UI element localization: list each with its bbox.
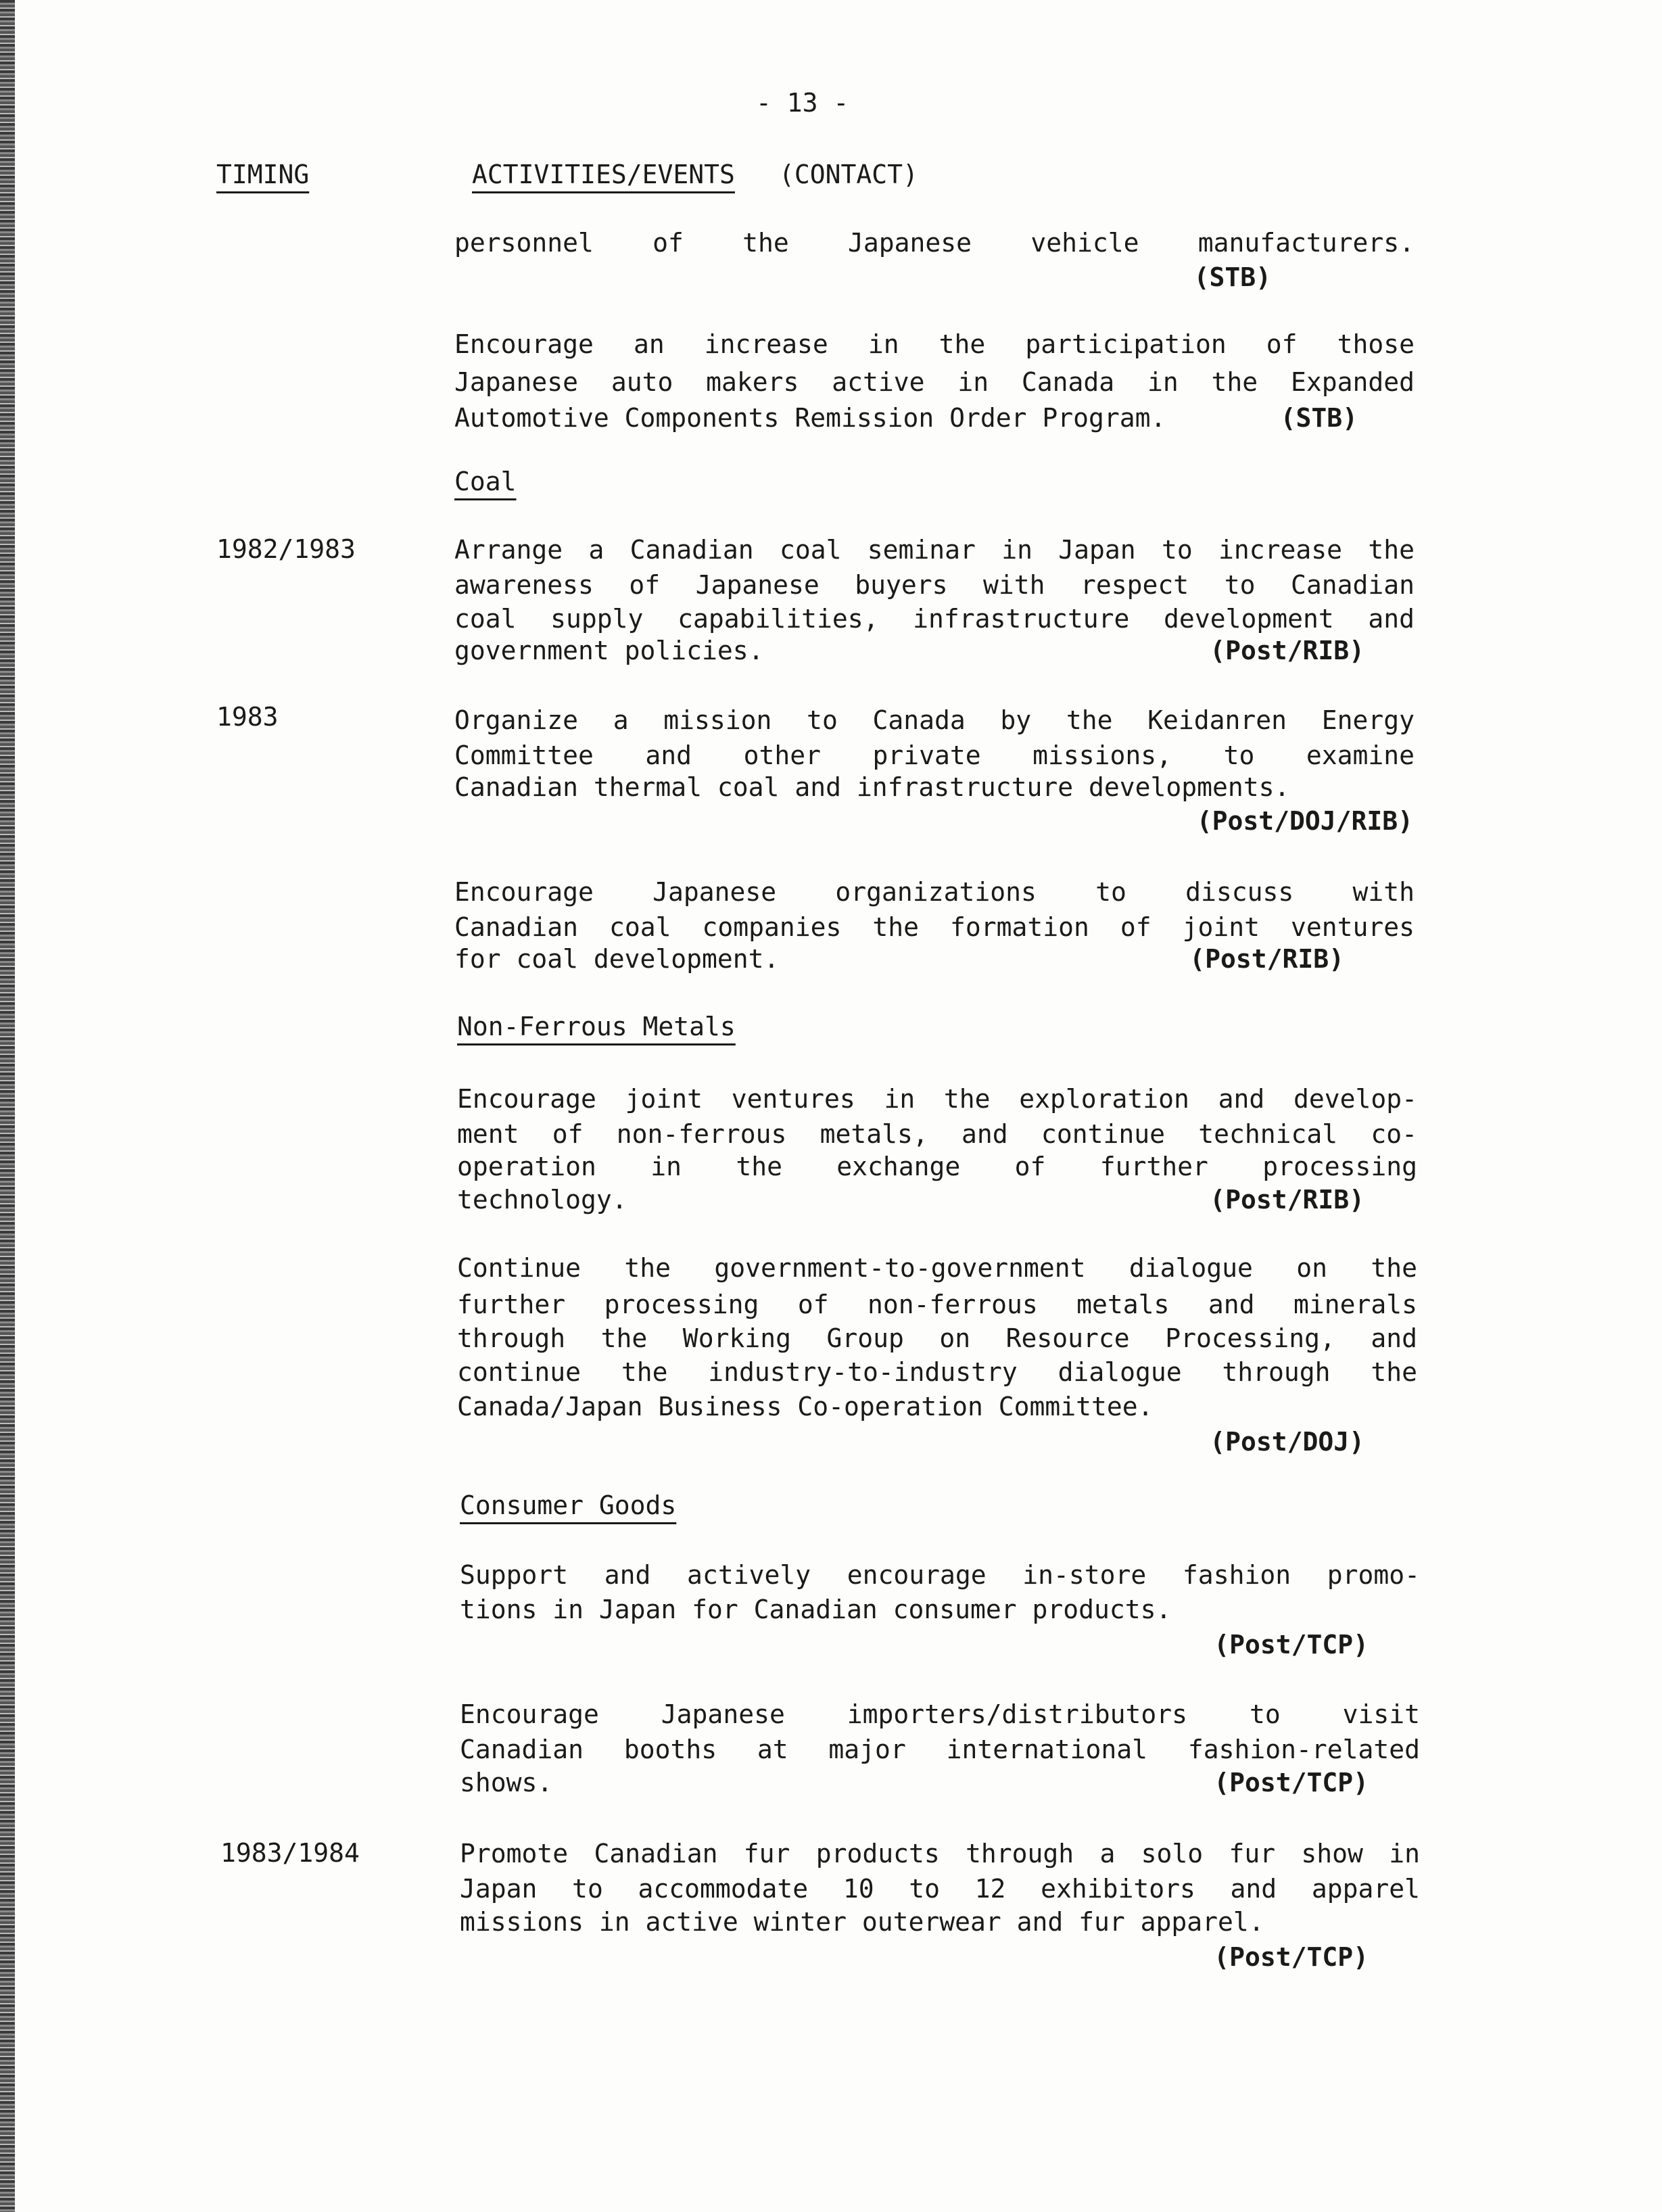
contact-ref: (Post/RIB) [1210, 1185, 1364, 1215]
contact-ref: (Post/TCP) [1214, 1768, 1369, 1797]
activity-line: Automotive Components Remission Order Program. [454, 403, 1166, 433]
contact-ref: (Post/DOJ/RIB) [1196, 806, 1413, 836]
activity-line: Promote Canadian fur products through a solo fur show in [460, 1839, 1420, 1868]
contact-ref: (Post/TCP) [1214, 1630, 1369, 1660]
activity-line: for coal development. [454, 944, 780, 974]
contact-ref: (Post/TCP) [1214, 1942, 1369, 1972]
header-activities: ACTIVITIES/EVENTS [472, 160, 735, 189]
scan-edge [0, 0, 15, 2212]
contact-ref: (Post/RIB) [1189, 944, 1344, 974]
activity-line: personnel of the Japanese vehicle manufacturers. [454, 228, 1415, 258]
activity-line: Canadian thermal coal and infrastructure developments. [454, 772, 1290, 802]
activity-line: Encourage an increase in the participation of those [454, 329, 1415, 359]
activity-line: Japanese auto makers active in Canada in the Expanded [454, 367, 1415, 397]
activity-line: Encourage joint ventures in the exploration and develop- [457, 1084, 1417, 1114]
activity-line: Encourage Japanese organizations to discuss with [454, 877, 1415, 907]
timing-label: 1982/1983 [216, 534, 356, 564]
activity-line: technology. [457, 1185, 627, 1215]
page-number: - 13 - [756, 88, 849, 118]
activity-line: coal supply capabilities, infrastructure development and [454, 604, 1415, 634]
activity-line: Japan to accommodate 10 to 12 exhibitors and apparel [460, 1874, 1420, 1904]
activity-line: continue the industry-to-industry dialogue through the [457, 1357, 1417, 1387]
activity-line: further processing of non-ferrous metals and minerals [457, 1290, 1417, 1319]
activity-line: shows. [460, 1768, 553, 1797]
activity-line: awareness of Japanese buyers with respect to Canadian [454, 570, 1415, 600]
timing-label: 1983/1984 [220, 1838, 360, 1868]
activity-line: missions in active winter outerwear and fur apparel. [460, 1907, 1264, 1937]
activity-line: ment of non-ferrous metals, and continue technical co- [457, 1119, 1417, 1149]
header-contact: (CONTACT) [779, 160, 918, 189]
activity-line: Canadian booths at major international fashion-related [460, 1735, 1420, 1764]
activity-line: Encourage Japanese importers/distributors to visit [460, 1699, 1420, 1729]
section-heading-non-ferrous: Non-Ferrous Metals [457, 1012, 736, 1041]
activity-line: Committee and other private missions, to examine [454, 740, 1415, 770]
activity-line: Canadian coal companies the formation of joint ventures [454, 912, 1415, 942]
activity-line: operation in the exchange of further processing [457, 1152, 1417, 1181]
activity-line: Organize a mission to Canada by the Keidanren Energy [454, 705, 1415, 735]
header-timing: TIMING [216, 160, 310, 189]
activity-line: government policies. [454, 636, 764, 665]
contact-ref: (STB) [1280, 403, 1358, 433]
timing-label: 1983 [216, 702, 279, 732]
section-heading-consumer-goods: Consumer Goods [460, 1490, 677, 1520]
activity-line: Arrange a Canadian coal seminar in Japan to increase the [454, 535, 1415, 565]
activity-line: Canada/Japan Business Co-operation Committee. [457, 1392, 1154, 1421]
activity-line: tions in Japan for Canadian consumer products. [460, 1595, 1172, 1624]
contact-ref: (Post/RIB) [1210, 636, 1364, 665]
activity-line: Continue the government-to-government dialogue on the [457, 1253, 1417, 1283]
activity-line: Support and actively encourage in-store fashion promo- [460, 1560, 1420, 1590]
contact-ref: (Post/DOJ) [1210, 1427, 1364, 1457]
section-heading-coal: Coal [454, 467, 517, 496]
activity-line: through the Working Group on Resource Processing, and [457, 1323, 1417, 1353]
contact-ref: (STB) [1193, 262, 1271, 292]
